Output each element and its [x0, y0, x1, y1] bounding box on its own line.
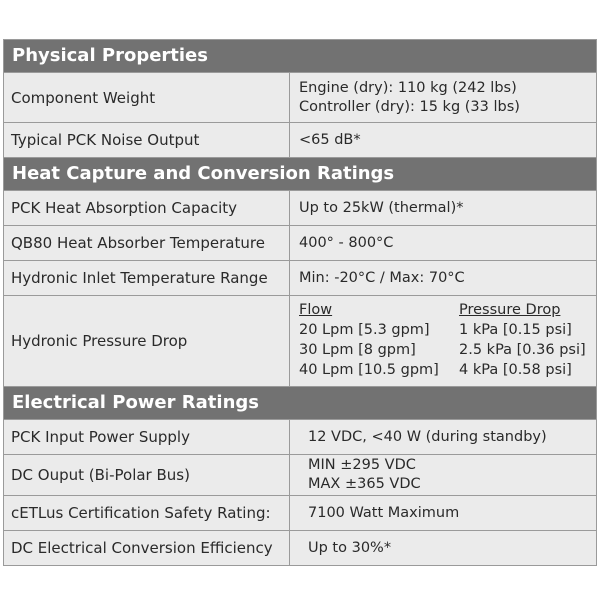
- flow-value: 30 Lpm [8 gpm]: [299, 342, 416, 358]
- row-conversion-efficiency: [4, 531, 596, 565]
- pressure-drop-value: 1 kPa [0.15 psi]: [459, 322, 572, 338]
- row-inlet-temperature: [4, 261, 596, 296]
- row-label: Hydronic Inlet Temperature Range: [4, 261, 290, 295]
- row-value: [290, 455, 596, 495]
- row-label: DC Electrical Conversion Efficiency: [4, 531, 290, 565]
- row-dc-output: [4, 455, 596, 496]
- row-value: Up to 25kW (thermal)*: [299, 199, 464, 216]
- row-value: [290, 296, 596, 386]
- row-label: Component Weight: [4, 73, 290, 122]
- section-header-physical: Physical Properties: [4, 40, 596, 73]
- row-value: [290, 73, 596, 122]
- row-component-weight: [4, 73, 596, 123]
- weight-controller: Controller (dry): 15 kg (33 lbs): [299, 98, 520, 115]
- dc-min: MIN ±295 VDC: [308, 457, 416, 473]
- row-label: PCK Input Power Supply: [4, 420, 290, 454]
- row-label: Typical PCK Noise Output: [4, 123, 290, 157]
- section-header-electrical: Electrical Power Ratings: [4, 387, 596, 420]
- row-input-power: [4, 420, 596, 455]
- flow-header: Flow: [299, 302, 333, 318]
- row-label: Hydronic Pressure Drop: [4, 296, 290, 386]
- section-header-heat: Heat Capture and Conversion Ratings: [4, 158, 596, 191]
- row-value: 12 VDC, <40 W (during standby): [308, 428, 547, 445]
- row-value: Up to 30%*: [308, 539, 392, 556]
- pressure-drop-value: 4 kPa [0.58 psi]: [459, 362, 572, 378]
- pressure-drop-table: [299, 296, 596, 380]
- pressure-drop-value: 2.5 kPa [0.36 psi]: [459, 342, 586, 358]
- row-noise-output: [4, 123, 596, 158]
- row-value: <65 dB*: [299, 131, 361, 148]
- row-label: PCK Heat Absorption Capacity: [4, 191, 290, 225]
- row-label: cETLus Certification Safety Rating:: [4, 496, 290, 530]
- row-absorber-temperature: [4, 226, 596, 261]
- spec-table: [3, 39, 597, 566]
- row-value: 400° - 800°C: [299, 234, 394, 251]
- flow-value: 40 Lpm [10.5 gpm]: [299, 362, 439, 378]
- weight-engine: Engine (dry): 110 kg (242 lbs): [299, 79, 517, 96]
- row-label: QB80 Heat Absorber Temperature: [4, 226, 290, 260]
- row-pressure-drop: [4, 296, 596, 387]
- pressure-drop-header: Pressure Drop: [459, 302, 561, 318]
- row-value: 7100 Watt Maximum: [308, 504, 460, 521]
- flow-column: [299, 300, 459, 380]
- row-absorption-capacity: [4, 191, 596, 226]
- pressure-drop-column: [459, 300, 596, 380]
- row-certification: [4, 496, 596, 531]
- dc-max: MAX ±365 VDC: [308, 476, 421, 492]
- row-value: Min: -20°C / Max: 70°C: [299, 269, 465, 286]
- flow-value: 20 Lpm [5.3 gpm]: [299, 322, 430, 338]
- row-label: DC Ouput (Bi-Polar Bus): [4, 455, 290, 495]
